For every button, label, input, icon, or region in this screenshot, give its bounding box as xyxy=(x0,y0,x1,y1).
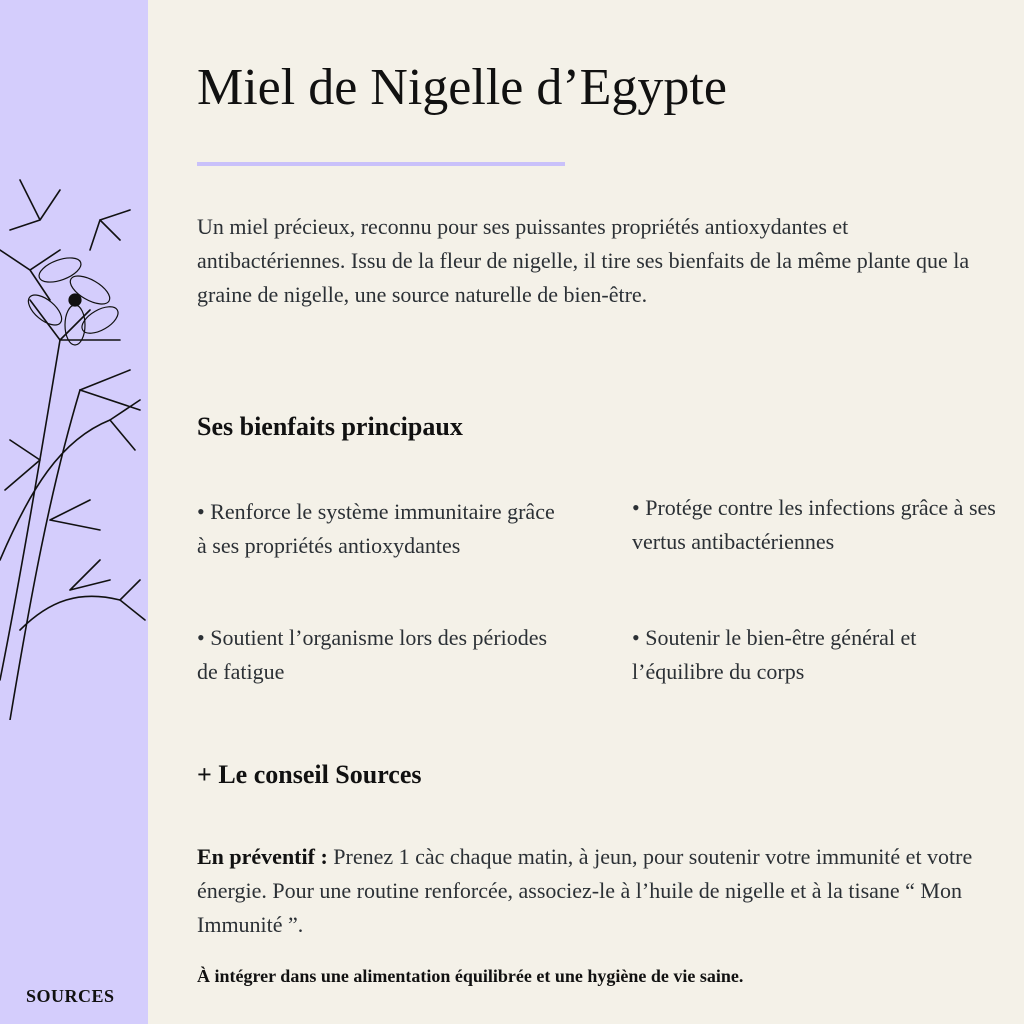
benefit-item: • Soutient l’organisme lors des périodes de fatigue xyxy=(197,625,548,684)
tip-label: En préventif : xyxy=(197,844,328,869)
benefits-heading: Ses bienfaits principaux xyxy=(197,412,463,441)
tip-text: Prenez 1 càc chaque matin, à jeun, pour soutenir votre immunité et votre énergie. Pour une routine renforcée, associez-le à l’huile de nigelle et à la tisane “ Mon Immunité ”. xyxy=(197,844,973,937)
brand-logo: SOURCES xyxy=(26,986,115,1006)
benefit-item: • Soutenir le bien-être général et l’équilibre du corps xyxy=(632,625,917,684)
benefit-item: • Protége contre les infections grâce à ses vertus antibactériennes xyxy=(632,495,996,554)
tip-heading: + Le conseil Sources xyxy=(197,760,422,789)
title-divider xyxy=(197,162,565,166)
intro-paragraph: Un miel précieux, reconnu pour ses puissantes propriétés antioxydantes et antibactériennes. Issu de la fleur de nigelle, il tire ses bienfaits de la même plante que la graine de nigelle, une source naturelle de bien-être. xyxy=(197,214,970,307)
tip-paragraph xyxy=(197,840,977,942)
benefit-item: • Renforce le système immunitaire grâce à ses propriétés antioxydantes xyxy=(197,499,555,558)
sidebar xyxy=(0,0,148,1024)
page-title: Miel de Nigelle d’Egypte xyxy=(197,59,727,116)
disclaimer-note: À intégrer dans une alimentation équilibrée et une hygiène de vie saine. xyxy=(197,966,744,986)
nigella-plant-illustration xyxy=(0,160,148,720)
